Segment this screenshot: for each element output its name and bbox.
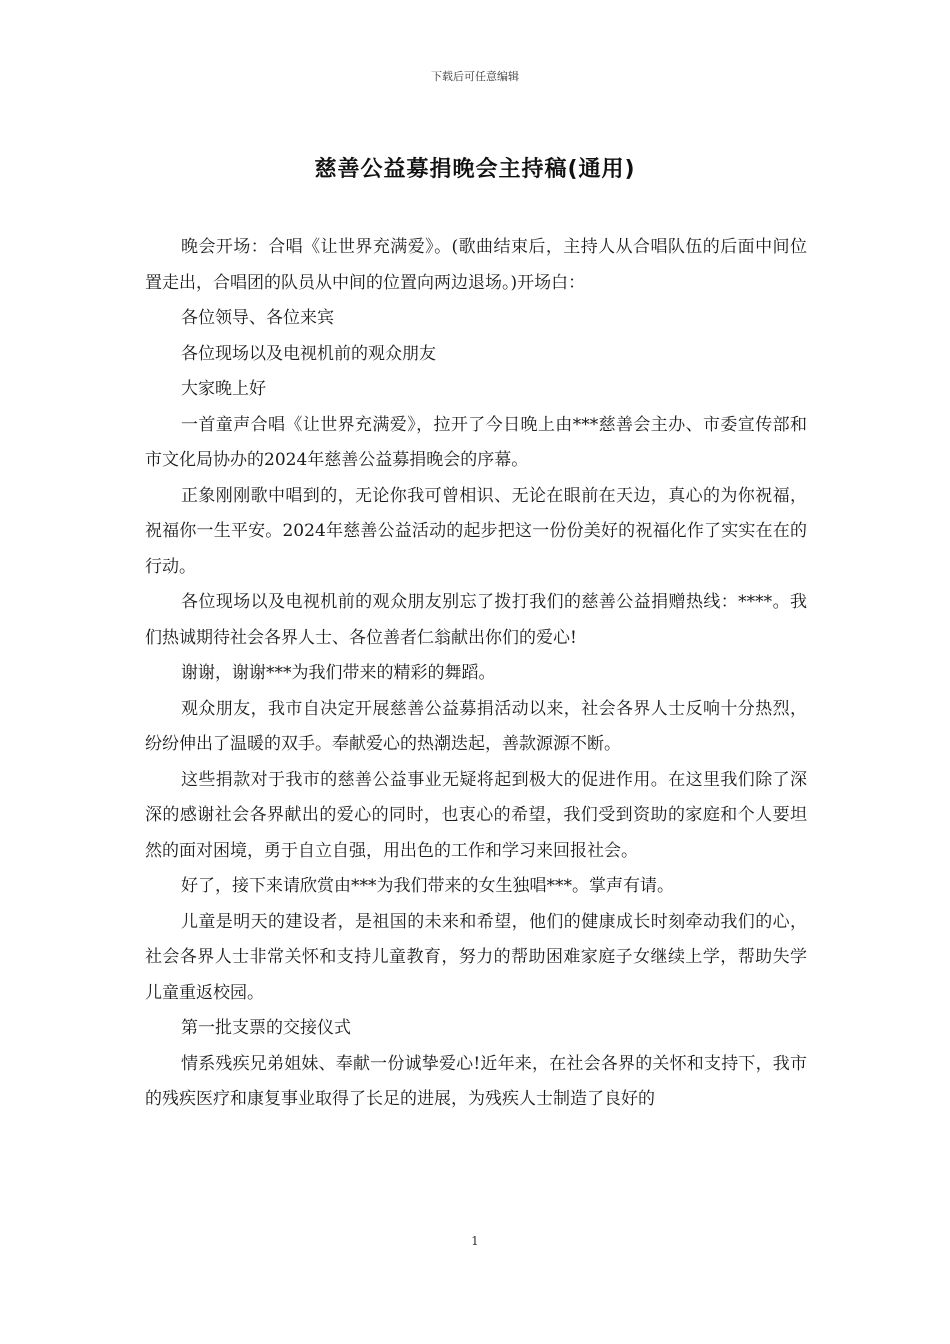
paragraph-donations: 这些捐款对于我市的慈善公益事业无疑将起到极大的促进作用。在这里我们除了深深的感谢社会各界献出的爱心的同时，也衷心的希望，我们受到资助的家庭和个人要坦然的面对困境，勇于自立自强，用出色的工作和学习来回报社会。 — [145, 769, 807, 861]
paragraph-good-evening: 大家晚上好 — [181, 379, 266, 399]
paragraph-disabled-care: 情系残疾兄弟姐妹、奉献一份诚挚爱心!近年来，在社会各界的关怀和支持下，我市的残疾医疗和康复事业取得了长足的进展，为残疾人士制造了良好的 — [145, 1053, 807, 1109]
paragraph-chorus-intro: 一首童声合唱《让世界充满爱》，拉开了今日晚上由***慈善会主办、市委宣传部和市文化局协办的2024年慈善公益募捐晚会的序幕。 — [145, 414, 807, 470]
paragraph-greeting-audience: 各位现场以及电视机前的观众朋友 — [181, 343, 436, 364]
paragraph-thanks-dance: 谢谢，谢谢***为我们带来的精彩的舞蹈。 — [181, 663, 496, 683]
paragraph-greeting-leaders: 各位领导、各位来宾 — [181, 308, 334, 328]
paragraph-check-ceremony: 第一批支票的交接仪式 — [181, 1018, 351, 1038]
paragraph-hotline: 各位现场以及电视机前的观众朋友别忘了拨打我们的慈善公益捐赠热线：****。我们热诚期待社会各界人士、各位善者仁翁献出你们的爱心! — [145, 592, 807, 648]
paragraph-solo-intro: 好了，接下来请欣赏由***为我们带来的女生独唱***。掌声有请。 — [181, 876, 674, 896]
paragraph-children: 儿童是明天的建设者，是祖国的未来和希望，他们的健康成长时刻牵动我们的心，社会各界人士非常关怀和支持儿童教育，努力的帮助困难家庭子女继续上学，帮助失学儿童重返校园。 — [145, 911, 807, 1003]
paragraph-song-blessing: 正象刚刚歌中唱到的，无论你我可曾相识、无论在眼前在天边，真心的为你祝福，祝福你一生平安。2024年慈善公益活动的起步把这一份份美好的祝福化作了实实在在的行动。 — [145, 485, 807, 577]
paragraph-response: 观众朋友，我市自决定开展慈善公益募捐活动以来，社会各界人士反响十分热烈，纷纷伸出了温暖的双手。奉献爱心的热潮迭起，善款源源不断。 — [145, 698, 807, 754]
document-body — [145, 230, 807, 1118]
document-title: 慈善公益募捐晚会主持稿(通用) — [314, 157, 636, 182]
download-note: 下载后可任意编辑 — [431, 70, 519, 83]
page-number: 1 — [471, 1234, 479, 1248]
paragraph-opening: 晚会开场：合唱《让世界充满爱》。(歌曲结束后，主持人从合唱队伍的后面中间位置走出，合唱团的队员从中间的位置向两边退场。)开场白： — [145, 237, 807, 293]
